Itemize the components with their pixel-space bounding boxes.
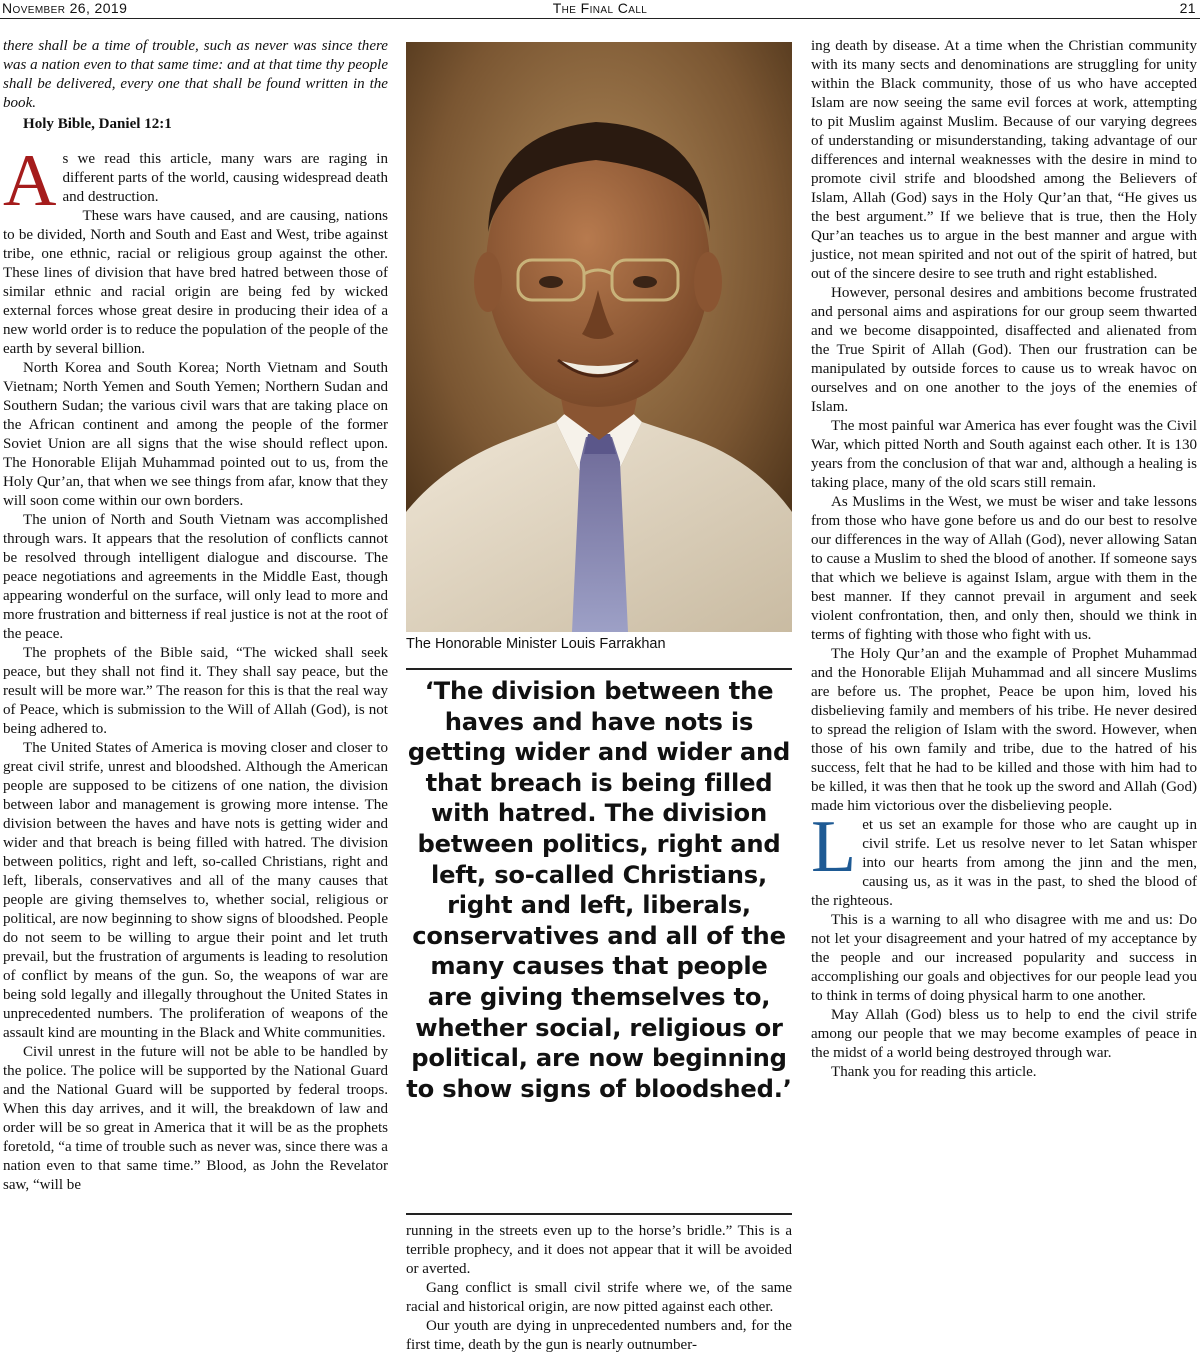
epigraph-citation: Holy Bible, Daniel 12:1 [23, 116, 172, 132]
article-paragraph: Thank you for reading this article. [831, 1064, 1037, 1080]
article-paragraph: Gang conflict is small civil strife where we, of the same racial and historical origin, are now pitted against each other. [406, 1280, 792, 1315]
paragraph-text: et us set an example for those who are caught up in civil strife. Let us resolve never to let Satan whisper into our hearts from among the jinn and the men, causing us, as it was in the past, to shed the blood of the righteous. [811, 817, 1197, 909]
portrait-photo [406, 42, 792, 632]
drop-cap: A [3, 140, 57, 222]
issue-date: November 26, 2019 [2, 0, 128, 16]
publication-name: The Final Call [552, 0, 648, 16]
article-paragraph: The most painful war America has ever fought was the Civil War, which pitted North and South against each other. It is 130 years from the conclusion of that war and, although a healing is taking place, many of the old scars still remain. [811, 418, 1197, 491]
article-paragraph: The prophets of the Bible said, “The wicked shall seek peace, but they shall not find it. They shall say peace, but the result will be more war.” The reason for this is that the real way of Peace, which is submission to the Will of Allah (God), is not being adhered to. [3, 645, 388, 737]
article-paragraph: The Holy Qur’an and the example of Prophet Muhammad and the Honorable Elijah Muhammad and all sincere Muslims are before us. The prophet, Peace be upon him, loved his disbelieving family and members of his tribe. He never desired to spread the religion of Islam with the sword. However, when those of his own family and tribe, due to the hatred of his success, felt that he had to be killed and those with him had to be killed, it was then that he took up the sword and Allah (God) made him victorious over the disbelieving people. [811, 646, 1197, 814]
portrait-illustration [406, 42, 792, 632]
article-paragraph: Our youth are dying in unprecedented numbers and, for the first time, death by the gun is nearly outnumber- [406, 1318, 792, 1353]
page-header [0, 0, 1200, 19]
article-paragraph: North Korea and South Korea; North Vietnam and South Vietnam; North Yemen and South Yemen; Northern Sudan and Southern Sudan; the various civil wars that are taking place on the African continent and among the people of the former Soviet Union are all signs that the wise should reflect upon. The Honorable Elijah Muhammad pointed out to us, from the Holy Qur’an, that when we see things from afar, know that they will soon come within our own borders. [3, 360, 388, 509]
page-number: 21 [1179, 0, 1196, 16]
article-column-1 [3, 37, 388, 1195]
article-paragraph: However, personal desires and ambitions become frustrated and personal aims and aspirations for our group seem thwarted and we become disappointed, disaffected and alienated from the True Spirit of Allah (God). Then our frustration can be manipulated by outside forces to cause us to wreak havoc on ourselves and on one another to the joys of the enemies of Islam. [811, 285, 1197, 415]
article-paragraph: As Muslims in the West, we must be wiser and take lessons from those who have gone before us and do our best to resolve our differences in the way of Allah (God), never allowing Satan to cause a Muslim to shed the blood of another. If someone says that which we believe is against Islam, argue with them in the best manner. If they cannot prevail in argument and seek violent confrontation, then, and only then, should we think in terms of fighting with those who fight with us. [811, 494, 1197, 643]
article-paragraph: ing death by disease. At a time when the Christian community with its many sects and denominations are struggling for unity within the Black community, those of us who have accepted Islam are now seeing the same evil forces at work, attempting to pit Muslim against Muslim. Because of our varying degrees of understanding or misunderstanding, taking advantage of our differences and internal weaknesses with the desire in mind to promote civil strife and bloodshed among the Believers of Islam, Allah (God) says in the Holy Qur’an that, “He gives us the best argument.” If we believe that is true, then the Holy Qur’an teaches us to argue in the best manner and argue with justice, not mean spirited and not out of the spirit of hatred, but out of the sincere desire to see truth and right established. [811, 38, 1197, 282]
epigraph-quote: there shall be a time of trouble, such as never was since there was a nation even to that same time: and at that time thy people shall be delivered, every one that shall be found written in the book. [3, 38, 388, 111]
article-paragraph: The United States of America is moving closer and closer to great civil strife, unrest and bloodshed. Although the American people are supposed to be citizens of one nation, the division between labor and management is growing more intense. The division between the haves and have nots is getting wider and wider and that breach is being filled with hatred. The division between politics, right and left, so-called Christians, right and left, liberals, conservatives and all of the many causes that people are giving themselves to, whether social, religious or political, are now beginning to show signs of bloodshed. People do not seem to be willing to argue their point and let truth prevail, but the frustration of arguments is leading to resolution of conflict by means of the gun. So, the weapons of war are being sold legally and illegally throughout the United States in unprecedented numbers. The proliferation of weapons of the assault kind are mounting in the Black and White communities. [3, 740, 388, 1041]
article-column-3 [811, 37, 1197, 1082]
article-paragraph: This is a warning to all who disagree with me and us: Do not let your disagreement and your hatred of my acceptance by the people and our increased popularity and success in accomplishing our goals and objectives for our people lead you to think in terms of doing physical harm to one another. [811, 912, 1197, 1004]
drop-cap: L [811, 806, 857, 888]
paragraph-text: s we read this article, many wars are raging in different parts of the world, causing widespread death and destruction. [62, 151, 388, 205]
article-column-2 [406, 1222, 792, 1355]
article-paragraph [811, 806, 1197, 911]
pullquote-bottom-rule [406, 1213, 792, 1215]
article-paragraph: Civil unrest in the future will not be able to be handled by the police. The police will be supported by the National Guard and the National Guard will be supported by federal troops. When this day arrives, and it will, the breakdown of law and order will be so great in America that it will be as the prophets foretold, “a time of trouble such as never was, since there was a nation even to that same time.” Blood, as John the Revelator saw, “will be [3, 1044, 388, 1193]
photo-caption: The Honorable Minister Louis Farrakhan [406, 636, 666, 652]
article-paragraph [3, 140, 388, 222]
article-paragraph: running in the streets even up to the horse’s bridle.” This is a terrible prophecy, and it does not appear that it will be avoided or averted. [406, 1223, 792, 1277]
pull-quote: ‘The division between the haves and have nots is getting wider and wider and that breach is being filled with hatred. The division between politics, right and left, so-called Christians, right and left, liberals, conservatives and all of the many causes that people are giving themselves to, whether social, religious or political, are now beginning to show signs of bloodshed.’ [406, 677, 792, 1103]
pullquote-top-rule [406, 668, 792, 670]
article-paragraph: These wars have caused, and are causing, nations to be divided, North and South and East and West, tribe against tribe, one ethnic, racial or religious group against the other. These lines of division that have bred hatred between those of similar ethnic and racial origin are being fed by wicked external forces whose great desire in producing their idea of a new world order is to reduce the population of the people of the earth by several billion. [3, 208, 388, 357]
article-paragraph: The union of North and South Vietnam was accomplished through wars. It appears that the resolution of conflicts cannot be resolved through intelligent dialogue and discourse. The peace negotiations and agreements in the Middle East, though appearing wonderful on the surface, will only lead to more and more frustration and bitterness if real justice is not at the root of the peace. [3, 512, 388, 642]
article-paragraph: May Allah (God) bless us to help to end the civil strife among our people that we may become examples of peace in the midst of a world being destroyed through war. [811, 1007, 1197, 1061]
